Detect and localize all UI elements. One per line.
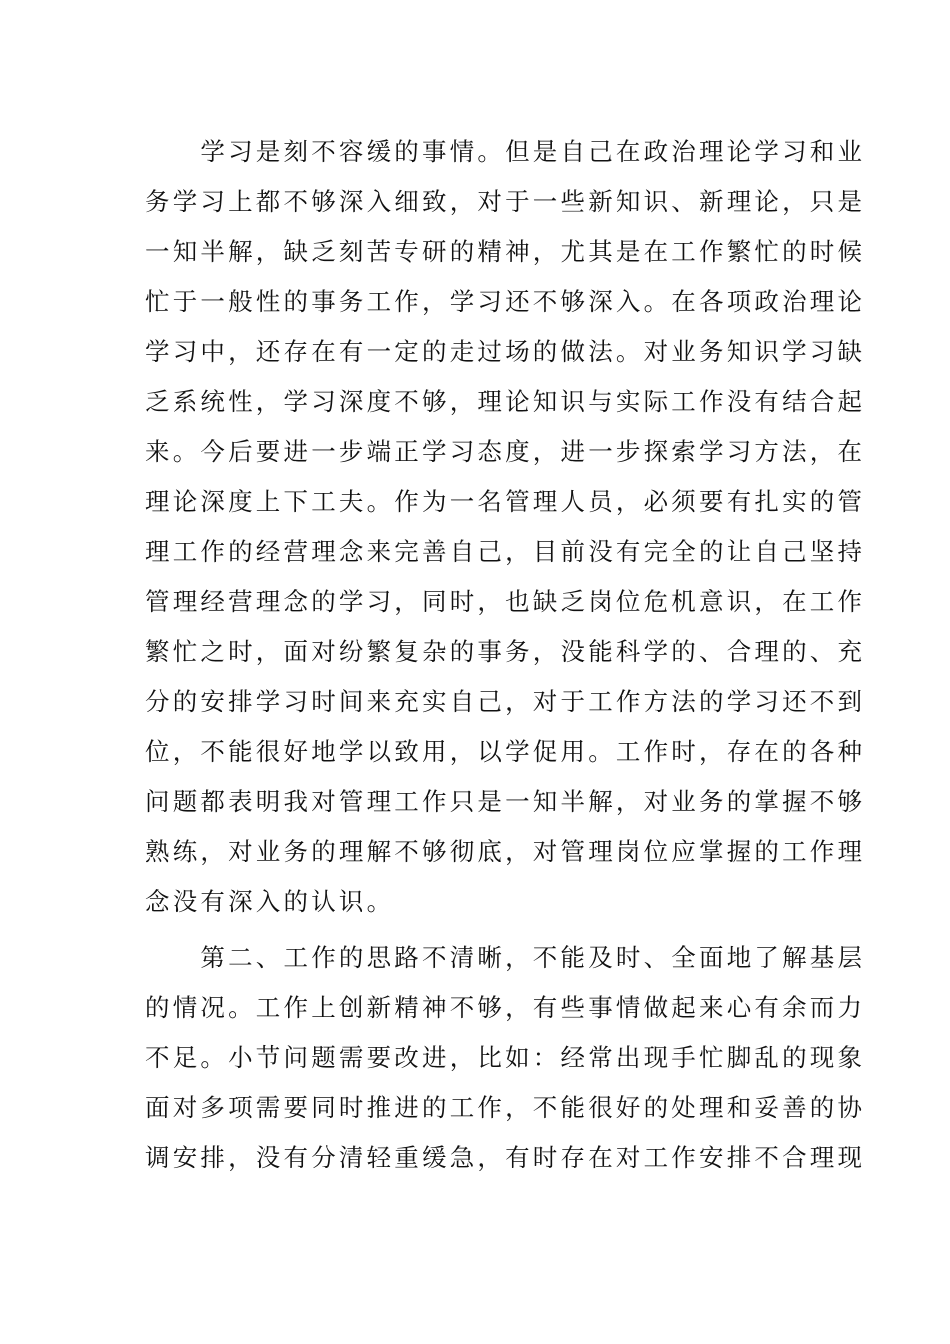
text-line: 繁忙之时，面对纷繁复杂的事务，没能科学的、合理的、充 [145,637,866,666]
text-line: 位，不能很好地学以致用，以学促用。工作时，存在的各种 [145,737,866,766]
text-line: 理工作的经营理念来完善自己，目前没有完全的让自己坚持 [145,537,866,566]
text-line: 一知半解，缺乏刻苦专研的精神，尤其是在工作繁忙的时候 [145,237,866,266]
text-line: 务学习上都不够深入细致，对于一些新知识、新理论，只是 [145,187,866,216]
text-line: 乏系统性，学习深度不够，理论知识与实际工作没有结合起 [145,387,866,416]
text-line: 调安排，没有分清轻重缓急，有时存在对工作安排不合理现 [145,1143,866,1172]
text-line: 管理经营理念的学习，同时，也缺乏岗位危机意识，在工作 [145,587,866,616]
text-line: 理论深度上下工夫。作为一名管理人员，必须要有扎实的管 [145,487,866,516]
text-line: 的情况。工作上创新精神不够，有些事情做起来心有余而力 [145,993,866,1022]
text-line: 熟练，对业务的理解不够彻底，对管理岗位应掌握的工作理 [145,837,866,866]
text-line: 问题都表明我对管理工作只是一知半解，对业务的掌握不够 [145,787,866,816]
text-line: 忙于一般性的事务工作，学习还不够深入。在各项政治理论 [145,287,866,316]
text-line: 学习中，还存在有一定的走过场的做法。对业务知识学习缺 [145,337,866,366]
text-line: 面对多项需要同时推进的工作，不能很好的处理和妥善的协 [145,1093,866,1122]
text-line: 学习是刻不容缓的事情。但是自己在政治理论学习和业 [145,137,866,166]
text-line: 第二、工作的思路不清晰，不能及时、全面地了解基层 [145,943,866,972]
paragraph-study [145,127,866,927]
text-line: 分的安排学习时间来充实自己，对于工作方法的学习还不到 [145,687,866,716]
text-line: 来。今后要进一步端正学习态度，进一步探索学习方法，在 [145,437,866,466]
paragraph-second [145,933,866,1183]
text-line: 不足。小节问题需要改进，比如：经常出现手忙脚乱的现象 [145,1043,866,1072]
text-line: 念没有深入的认识。 [145,887,395,916]
